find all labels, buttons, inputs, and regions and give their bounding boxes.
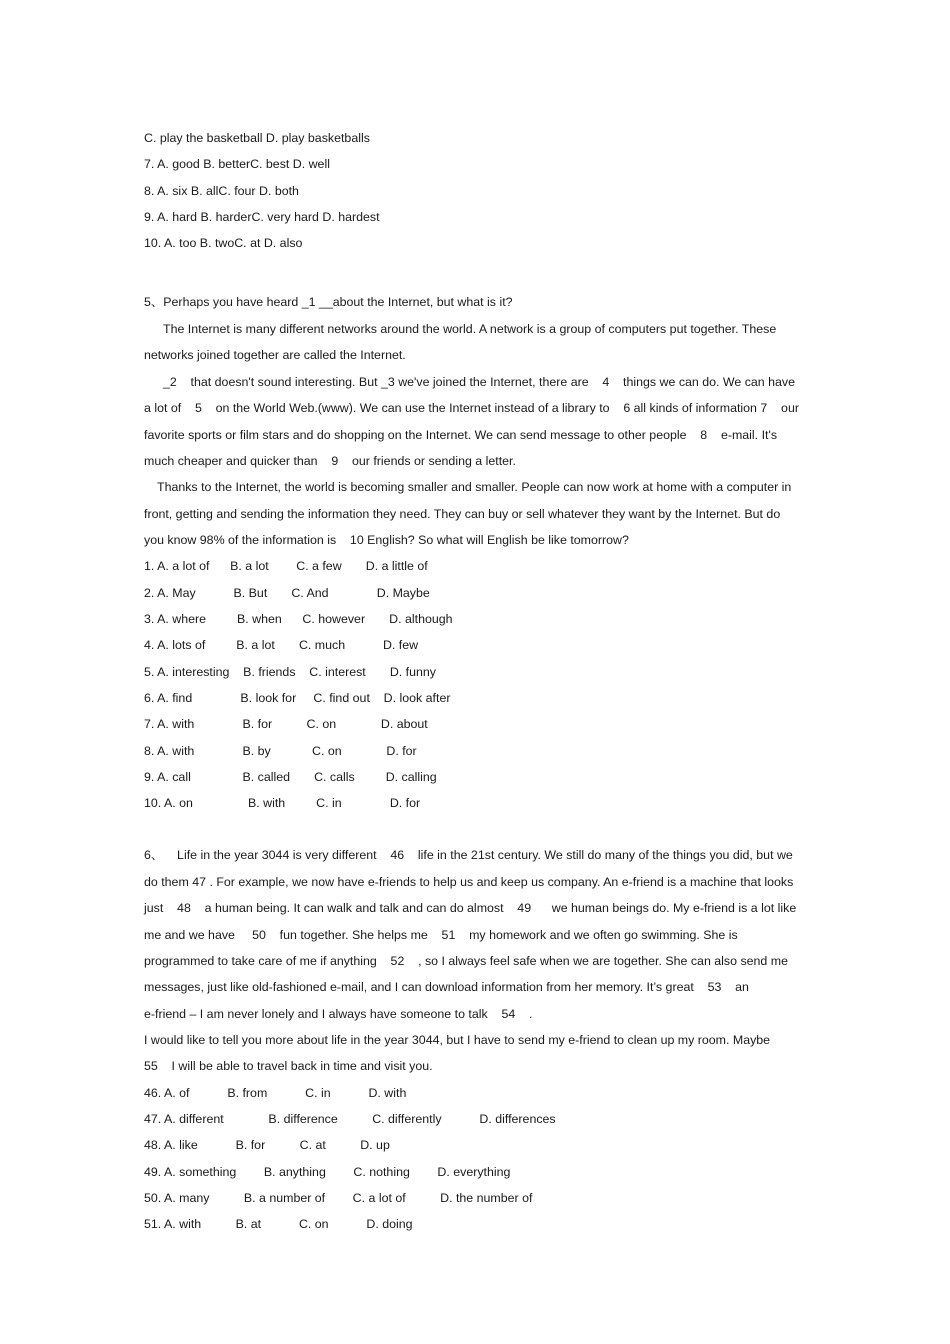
option-line: 51. A. with B. at C. on D. doing	[144, 1217, 413, 1231]
passage-line: e-friend – I am never lonely and I always have someone to talk 54 .	[144, 1007, 533, 1021]
option-line: 48. A. like B. for C. at D. up	[144, 1138, 390, 1152]
option-line: 10. A. too B. twoC. at D. also	[144, 236, 303, 250]
option-line: 7. A. with B. for C. on D. about	[144, 717, 428, 731]
option-line: 7. A. good B. betterC. best D. well	[144, 157, 330, 171]
option-line: 6. A. find B. look for C. find out D. look after	[144, 691, 451, 705]
option-line: 1. A. a lot of B. a lot C. a few D. a little of	[144, 559, 428, 573]
passage-line: do them 47 . For example, we now have e-friends to help us and keep us company. An e-friend is a machine that looks	[144, 875, 794, 889]
passage-line: you know 98% of the information is 10 English? So what will English be like tomorrow?	[144, 533, 629, 547]
passage-line: just 48 a human being. It can walk and talk and can do almost 49 we human beings do. My e-friend is a lot like	[144, 901, 797, 915]
option-line: C. play the basketball D. play basketballs	[144, 131, 370, 145]
option-line: 50. A. many B. a number of C. a lot of D. the number of	[144, 1191, 533, 1205]
passage-line: messages, just like old-fashioned e-mail, and I can download information from her memory. It’s great 53 an	[144, 980, 749, 994]
option-line: 9. A. hard B. harderC. very hard D. hardest	[144, 210, 380, 224]
option-line: 9. A. call B. called C. calls D. calling	[144, 770, 437, 784]
passage-line: 55 I will be able to travel back in time and visit you.	[144, 1059, 433, 1073]
option-line: 8. A. with B. by C. on D. for	[144, 744, 417, 758]
option-line: 4. A. lots of B. a lot C. much D. few	[144, 638, 419, 652]
passage-line: programmed to take care of me if anything 52 , so I always feel safe when we are together. She can also send me	[144, 954, 788, 968]
passage-line: Thanks to the Internet, the world is becoming smaller and smaller. People can now work at home with a computer in	[157, 480, 792, 494]
passage-line: favorite sports or film stars and do shopping on the Internet. We can send message to other people 8 e-mail. It's	[144, 428, 778, 442]
passage-line: The Internet is many different networks around the world. A network is a group of computers put together. These	[163, 322, 777, 336]
option-line: 46. A. of B. from C. in D. with	[144, 1086, 407, 1100]
option-line: 2. A. May B. But C. And D. Maybe	[144, 586, 430, 600]
option-line: 47. A. different B. difference C. differently D. differences	[144, 1112, 556, 1126]
option-line: 8. A. six B. allC. four D. both	[144, 184, 299, 198]
option-line: 10. A. on B. with C. in D. for	[144, 796, 421, 810]
passage-line: much cheaper and quicker than 9 our friends or sending a letter.	[144, 454, 516, 468]
section6-heading: 6、 Life in the year 3044 is very different 46 life in the 21st century. We still do many of the things you did, but we	[144, 848, 793, 862]
passage-line: me and we have 50 fun together. She helps me 51 my homework and we often go swimming. She is	[144, 928, 738, 942]
passage-line: networks joined together are called the Internet.	[144, 348, 406, 362]
option-line: 49. A. something B. anything C. nothing D. everything	[144, 1165, 511, 1179]
option-line: 3. A. where B. when C. however D. although	[144, 612, 453, 626]
passage-line: I would like to tell you more about life in the year 3044, but I have to send my e-friend to clean up my room. Maybe	[144, 1033, 771, 1047]
section5-heading: 5、Perhaps you have heard _1 __about the Internet, but what is it?	[144, 295, 513, 309]
option-line: 5. A. interesting B. friends C. interest D. funny	[144, 665, 436, 679]
passage-line: a lot of 5 on the World Web.(www). We can use the Internet instead of a library to 6 all kinds of information 7 our	[144, 401, 799, 415]
passage-line: _2 that doesn't sound interesting. But _3 we've joined the Internet, there are 4 things we can do. We can have	[163, 375, 796, 389]
passage-line: front, getting and sending the information they need. They can buy or sell whatever they want by the Internet. But do	[144, 507, 781, 521]
